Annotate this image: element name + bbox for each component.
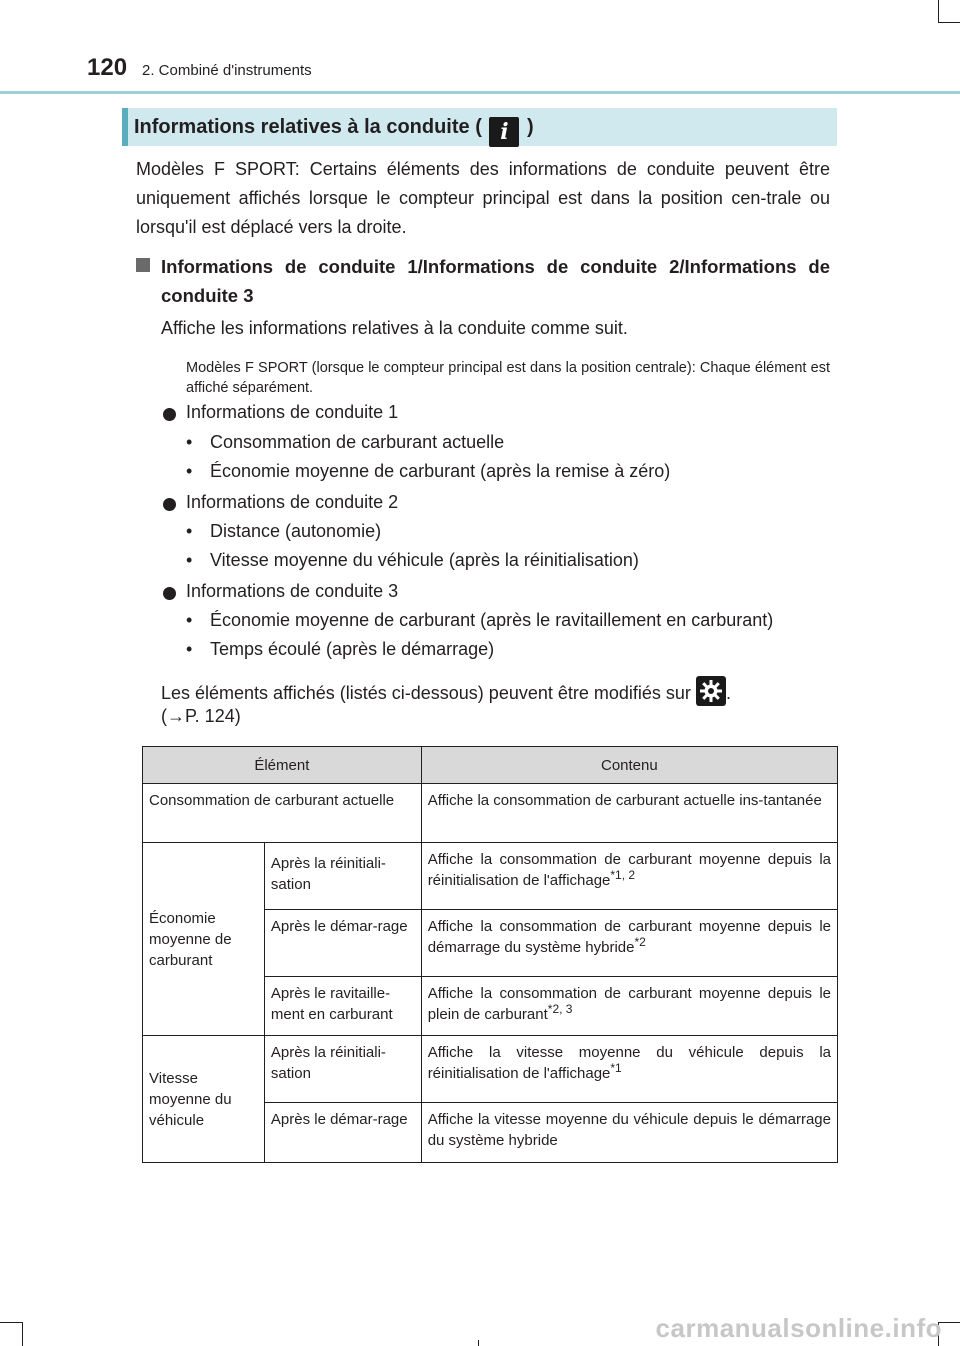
crop-mark bbox=[0, 1322, 22, 1323]
bullet-dot-icon bbox=[163, 408, 176, 421]
table-cell: Affiche la consommation de carburant moyenne depuis la réinitialisation de l'affichage$^{*1, 2}$ bbox=[421, 843, 837, 910]
column-header-content: Contenu bbox=[421, 747, 837, 784]
section-title-end: ) bbox=[527, 116, 534, 138]
modify-text: Les éléments affichés (listés ci-dessous) peuvent être modifiés sur . bbox=[161, 676, 731, 706]
page-reference-link[interactable]: (→P. 124) bbox=[161, 706, 241, 726]
crop-mark bbox=[478, 1340, 479, 1346]
list-item: • Temps écoulé (après le démarrage) bbox=[186, 639, 495, 659]
table-cell: Après le démar-rage bbox=[264, 1103, 421, 1163]
subsection-description: Affiche les informations relatives à la conduite comme suit. bbox=[161, 318, 628, 338]
table-row bbox=[143, 1036, 838, 1103]
table-header-row bbox=[143, 747, 838, 784]
fsport-note: Modèles F SPORT (lorsque le compteur principal est dans la position centrale): Chaque élément est affiché séparément. bbox=[186, 360, 830, 396]
page-number: 120 bbox=[87, 54, 128, 81]
info-icon: i bbox=[489, 117, 519, 147]
list-item: • Distance (autonomie) bbox=[186, 521, 382, 541]
table-cell: Après le démar-rage bbox=[264, 910, 421, 977]
crop-mark bbox=[938, 22, 960, 23]
group-label: Informations de conduite 3 bbox=[186, 581, 399, 601]
table-cell: Affiche la consommation de carburant moyenne depuis le plein de carburant$^{*2, 3}$ bbox=[421, 977, 837, 1036]
table-cell: Affiche la consommation de carburant moyenne depuis le démarrage du système hybride$^{*2}$ bbox=[421, 910, 837, 977]
group-label: Informations de conduite 1 bbox=[186, 402, 399, 422]
subsection-title: Informations de conduite 1/Informations de conduite 2/Informations de conduite 3 bbox=[161, 256, 830, 306]
list-item: • Consommation de carburant actuelle bbox=[186, 432, 505, 452]
crop-mark bbox=[938, 0, 939, 22]
table-cell: Vitesse moyenne du véhicule bbox=[143, 1036, 265, 1163]
bullet-dot-icon bbox=[163, 587, 176, 600]
intro-paragraph: Modèles F SPORT: Certains éléments des informations de conduite peuvent être uniquement affichés lorsque le compteur principal est dans la position cen-trale ou lorsqu'il est déplacé vers la droite. bbox=[136, 159, 830, 237]
group-label: Informations de conduite 2 bbox=[186, 492, 399, 512]
square-bullet-icon bbox=[136, 258, 150, 272]
bullet-dot-icon bbox=[163, 498, 176, 511]
section-title bbox=[134, 116, 534, 147]
watermark: carmanualsonline.info bbox=[655, 1313, 942, 1343]
section-accent bbox=[122, 108, 128, 146]
info-table bbox=[142, 746, 838, 1163]
chapter-title: 2. Combiné d'instruments bbox=[142, 62, 312, 79]
list-item: • Économie moyenne de carburant (après le ravitaillement en carburant) bbox=[186, 610, 774, 630]
gear-icon bbox=[696, 676, 726, 706]
section-title-start: Informations relatives à la conduite ( bbox=[134, 116, 482, 138]
table-cell: Affiche la vitesse moyenne du véhicule depuis la réinitialisation de l'affichage$^{*1}$ bbox=[421, 1036, 837, 1103]
section-heading-bar bbox=[122, 108, 837, 146]
table-row bbox=[143, 843, 838, 910]
column-header-element: Élément bbox=[143, 747, 422, 784]
list-item: • Vitesse moyenne du véhicule (après la réinitialisation) bbox=[186, 550, 639, 570]
table-cell: Affiche la consommation de carburant actuelle ins-tantanée bbox=[421, 784, 837, 843]
table-cell: Économie moyenne de carburant bbox=[143, 843, 265, 1036]
crop-mark bbox=[22, 1322, 23, 1346]
table-cell: Après la réinitiali-sation bbox=[264, 843, 421, 910]
table-cell: Après la réinitiali-sation bbox=[264, 1036, 421, 1103]
list-item: • Économie moyenne de carburant (après la remise à zéro) bbox=[186, 461, 671, 481]
table-cell: Consommation de carburant actuelle bbox=[143, 784, 422, 843]
table-cell: Après le ravitaille-ment en carburant bbox=[264, 977, 421, 1036]
header-rule bbox=[0, 91, 960, 94]
table-cell: Affiche la vitesse moyenne du véhicule depuis le démarrage du système hybride bbox=[421, 1103, 837, 1163]
table-row bbox=[143, 784, 838, 843]
